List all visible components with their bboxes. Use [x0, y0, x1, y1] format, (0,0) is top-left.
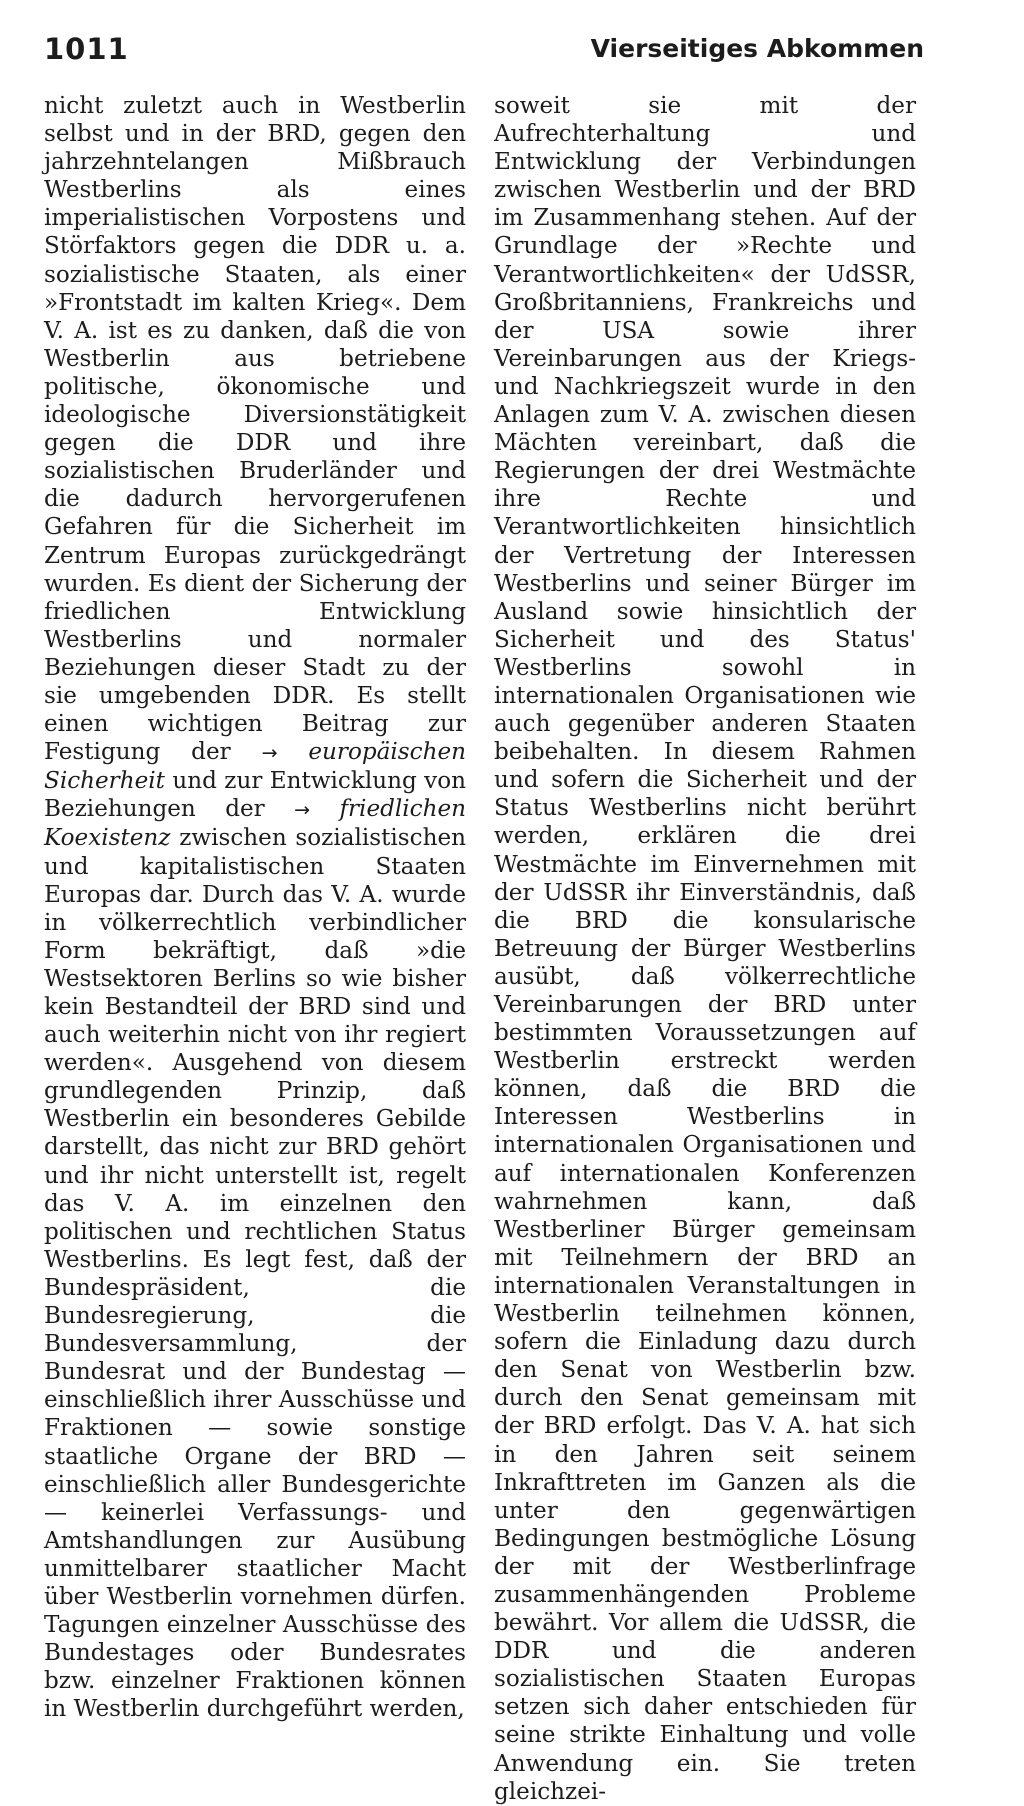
right-column-paragraph: soweit sie mit der Aufrechterhaltung und Entwicklung der Verbindungen zwischen Westberlin und der BRD im Zusammenhang stehen. Auf der Grundlage der »Rechte und Verantwortlichkeiten« der UdSSR, Großbritanniens, Frankreichs und der USA sowie ihrer Vereinbarungen aus der Kriegs- und Nachkriegszeit wurde in den Anlagen zum V. A. zwischen diesen Mächten vereinbart, daß die Regierungen der drei Westmächte ihre Rechte und Verantwortlichkeiten hinsichtlich der Vertretung der Interessen Westberlins und seiner Bürger im Ausland sowie hinsichtlich der Sicherheit und des Status' Westberlins sowohl in internationalen Organisationen wie auch gegenüber anderen Staaten beibehalten. In diesem Rahmen und sofern die Sicherheit und der Status Westberlins nicht berührt werden, erklären die drei Westmächte im Einvernehmen mit der UdSSR ihr Einverständnis, daß die BRD die konsularische Betreuung der Bürger Westberlins ausübt, daß völkerrechtliche Vereinbarungen der BRD unter bestimmten Voraussetzungen auf Westberlin erstreckt werden können, daß die BRD die Interessen Westberlins in internationalen Organisationen und auf internationalen Konferenzen wahrnehmen kann, daß Westberliner Bürger gemeinsam mit Teilnehmern der BRD an internationalen Veranstaltungen in Westberlin teilnehmen können, sofern die Einladung dazu durch den Senat von Westberlin bzw. durch den Senat gemeinsam mit der BRD erfolgt. Das V. A. hat sich in den Jahren seit seinem Inkrafttreten im Ganzen als die unter den gegenwärtigen Bedingungen bestmögliche Lösung der mit der Westberlinfrage zusammenhängenden Probleme bewährt. Vor allem die UdSSR, die DDR und die anderen sozialistischen Staaten Europas setzen sich daher entschieden für seine strikte Einhaltung und volle Anwendung ein. Sie treten gleichzei-	[494, 93, 916, 1805]
left-text-segment-3: zwischen sozialistischen und kapitalistischen Staaten Europas dar. Durch das V. A. wurde in völkerrechtlich verbindlicher Form bekräftigt, daß »die Westsektoren Berlins so wie bisher kein Bestandteil der BRD sind und auch weiterhin nicht von ihr regiert werden«. Ausgehend von diesem grundlegenden Prinzip, daß Westberlin ein besonderes Gebilde darstellt, das nicht zur BRD gehört und ihr nicht unterstellt ist, regelt das V. A. im einzelnen den politischen und rechtlichen Status Westberlins. Es legt fest, daß der Bundespräsident, die Bundesregierung, die Bundesversammlung, der Bundesrat und der Bundestag — einschließlich ihrer Ausschüsse und Fraktionen — sowie sonstige staatliche Organe der BRD — einschließlich aller Bundesgerichte — keinerlei Verfassungs- und Amtshandlungen zur Ausübung unmittelbarer staatlicher Macht über Westberlin vornehmen dürfen. Tagungen einzelner Ausschüsse des Bundestages oder Bundesrates bzw. einzelner Fraktionen können in Westberlin durchgeführt werden,	[44, 825, 466, 1723]
running-title: Vierseitiges Abkommen	[590, 34, 924, 63]
cross-reference-europaeische-sicherheit[interactable]: europäischen Sicherheit	[44, 739, 467, 795]
page-header	[44, 32, 924, 72]
right-text-column	[494, 92, 916, 1806]
left-text-segment-2: und zur Entwicklung von Beziehungen der	[44, 768, 466, 823]
left-text-column	[44, 92, 466, 1723]
cross-reference-arrow-icon: →	[261, 742, 278, 765]
page-number: 1011	[44, 32, 129, 66]
left-column-paragraph	[44, 92, 466, 1723]
cross-reference-friedliche-koexistenz[interactable]: friedlichen Koexistenz	[44, 796, 467, 852]
left-text-segment-1: nicht zuletzt auch in Westberlin selbst und in der BRD, gegen den jahrzehntelangen Mißbrauch Westberlins als eines imperialistischen Vorpostens und Störfaktors gegen die DDR u. a. sozialistische Staaten, als einer »Frontstadt im kalten Krieg«. Dem V. A. ist es zu danken, daß die von Westberlin aus betriebene politische, ökonomische und ideologische Diversionstätigkeit gegen die DDR und ihre sozialistischen Bruderländer und die dadurch hervorgerufenen Gefahren für die Sicherheit im Zentrum Europas zurückgedrängt wurden. Es dient der Sicherung der friedlichen Entwicklung Westberlins und normaler Beziehungen dieser Stadt zu der sie umgebenden DDR. Es stellt einen wichtigen Beitrag zur Festigung der	[44, 93, 466, 766]
cross-reference-arrow-icon: →	[294, 799, 311, 822]
